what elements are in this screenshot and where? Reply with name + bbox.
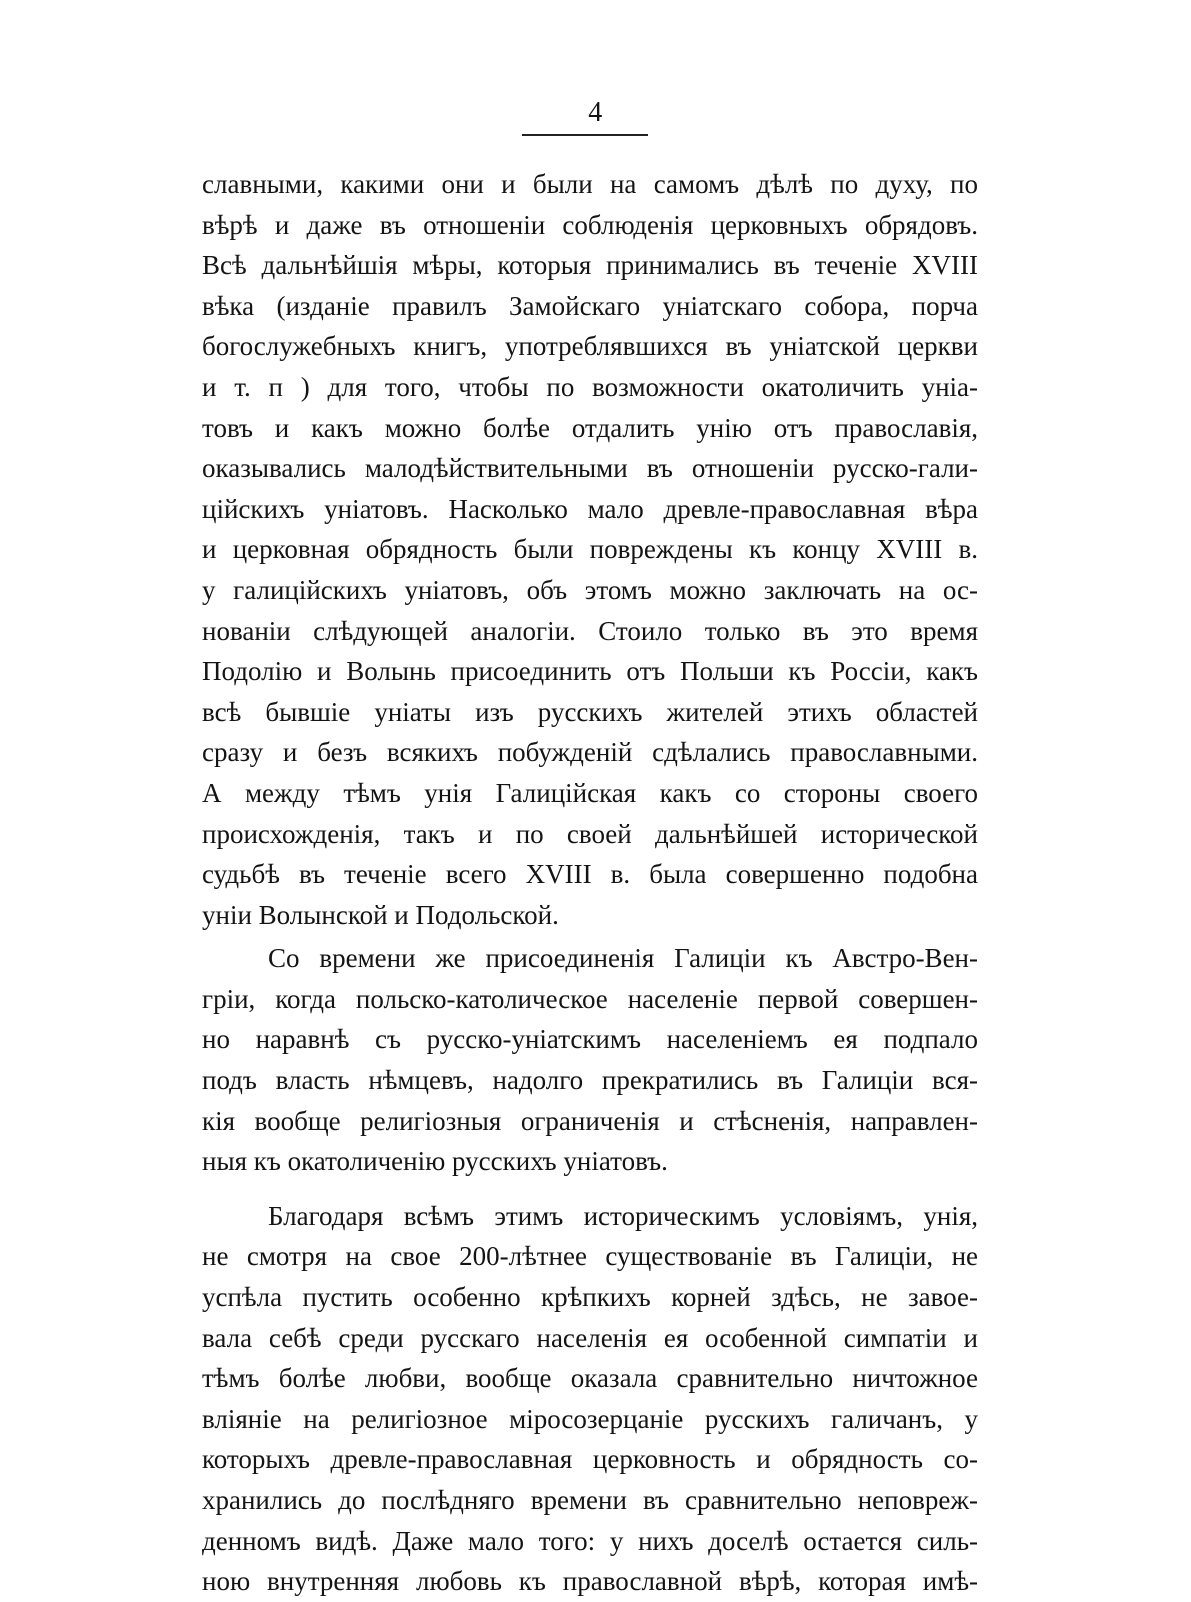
text-line: вѣрѣ и даже въ отношеніи соблюденія церковныхъ обрядовъ. [202,209,978,240]
text-line: всѣ бывшіе уніаты изъ русскихъ жителей этихъ областей [202,696,978,727]
text-line: ною внутренняя любовь къ православной вѣрѣ, которая имѣ- [202,1566,978,1597]
text-line: А между тѣмъ унія Галицiйская какъ со стороны своего [202,777,978,808]
text-line: и т. п ) для того, чтобы по возможности окатоличить унiа- [202,371,978,402]
text-line: денномъ видѣ. Даже мало того: у нихъ доселѣ остается силь- [202,1525,978,1556]
text-line: тѣмъ болѣе любви, вообще оказала сравнительно ничтожное [202,1363,978,1394]
text-line: славными, какими они и были на самомъ дѣлѣ по духу, по [202,169,978,199]
text-line: сразу и безъ всякихъ побужденій сдѣлались православными. [202,737,978,768]
text-line: но наравнѣ съ русско-уніатскимъ населеніемъ ея подпало [202,1024,978,1055]
text-line: судьбѣ въ теченіе всего XVIII в. была совершенно подобна [202,859,978,890]
text-line: которыхъ древле-православная церковность и обрядность со- [202,1444,978,1475]
text-line: богослужебныхъ книгъ, употреблявшихся въ уніатской церкви [202,331,978,362]
text-line: кія вообще религіозныя ограниченія и стѣсненія, направлен- [202,1105,978,1136]
paragraph-2 [202,938,978,1182]
text-line: Со времени же присоединенія Галиціи къ Австро-Вен- [268,943,978,974]
text-line: вала себѣ среди русскаго населенія ея особенной симпатіи и [202,1322,978,1353]
text-line: происхожденія, такъ и по своей дальнѣйшей исторической [202,818,978,849]
paragraph-3 [202,1196,978,1602]
text-line: и церковная обрядность были повреждены къ концу XVIII в. [202,534,978,565]
header-rule [522,134,648,136]
text-line: не смотря на свое 200-лѣтнее существованіе въ Галиціи, не [202,1241,978,1272]
text-line: Подолію и Волынь присоединить отъ Польши къ Россіи, какъ [202,656,978,687]
text-line: товъ и какъ можно болѣе отдалить унію отъ православія, [202,412,978,443]
text-line: вліяніе на религіозное міросозерцаніе русскихъ галичанъ, у [202,1403,978,1434]
text-line: гріи, когда польско-католическое населеніе первой совершен- [202,983,978,1014]
text-line: Благодаря всѣмъ этимъ историческимъ условіямъ, унія, [268,1200,978,1231]
body-text [202,164,978,1602]
text-line: ційскихъ уніатовъ. Насколько мало древле-православная вѣра [202,493,978,524]
text-line: Всѣ дальнѣйшія мѣры, которыя принимались въ теченіе XVIII [202,250,978,281]
text-line: у галицiйскихъ уніатовъ, объ этомъ можно заключать на ос- [202,574,978,605]
text-line: нованіи слѣдующей аналогіи. Стоило только въ это время [202,615,978,646]
paragraph-1 [202,164,978,935]
text-line: хранились до послѣдняго времени въ сравнительно неповреж- [202,1485,978,1515]
text-line: ныя къ окатоличенію русскихъ уніатовъ. [202,1146,668,1177]
page-header [0,98,1191,146]
text-line: оказывались малодѣйствительными въ отношеніи русско-гали- [202,453,978,484]
page-number: 4 [588,97,603,128]
text-line: подъ власть нѣмцевъ, надолго прекратились въ Галиціи вся- [202,1065,978,1096]
text-line: вѣка (изданіе правилъ Замойскаго уніатскаго собора, порча [202,290,978,321]
text-line: уніи Волынской и Подольской. [202,899,559,930]
text-line: успѣла пустить особенно крѣпкихъ корней здѣсь, не завое- [202,1282,978,1313]
